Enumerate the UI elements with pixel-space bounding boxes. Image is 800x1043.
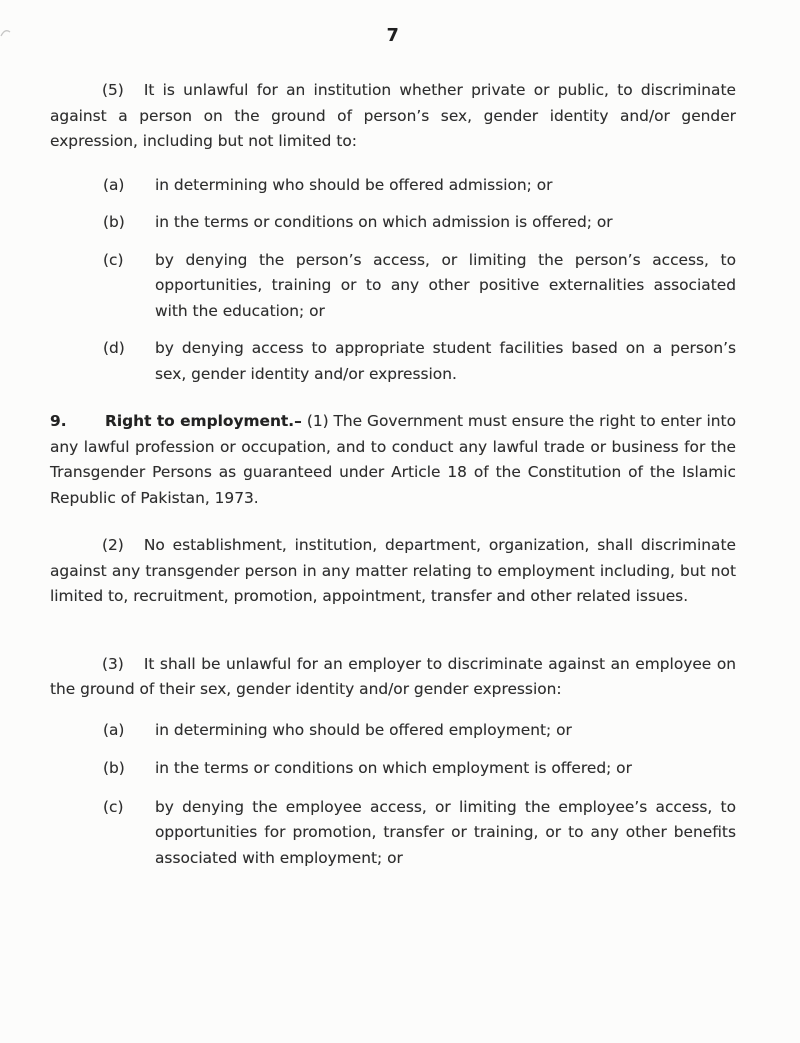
list-item-c-text: by denying the person’s access, or limiting the person’s access, to opportunities, training or to any other positive externalities associated with the education; or: [155, 250, 736, 320]
section-9-paragraph: [50, 409, 736, 511]
employment-item-b-label: (b): [103, 759, 125, 777]
list-item-d-label: (d): [103, 339, 125, 357]
clause-2-paragraph: [50, 533, 736, 610]
list-item-c: [50, 248, 736, 325]
page-number: 7: [386, 26, 400, 46]
clause-2-text: No establishment, institution, department, organization, shall discriminate against any transgender person in any matter relating to employment including, but not limited to, recruitment, promotion, appointment, transfer and other related issues.: [50, 536, 736, 605]
section-9-clause-1-text: (1) The Government must ensure the right to enter into any lawful profession or occupation, and to conduct any lawful trade or business for the Transgender Persons as guaranteed under Article 18 of the Constitution of the Islamic Republic of Pakistan, 1973.: [50, 412, 736, 507]
list-item-a: [50, 173, 736, 199]
employment-item-a-label: (a): [103, 720, 125, 739]
clause-5-text: It is unlawful for an institution whether private or public, to discriminate against a person on the ground of person’s sex, gender identity and/or gender expression, including but not limited to:: [50, 81, 736, 150]
list-item-d-text: by denying access to appropriate student facilities based on a person’s sex, gender identity and/or expression.: [155, 339, 736, 383]
scan-artifact-mark: [0, 26, 18, 42]
clause-3-text: It shall be unlawful for an employer to discriminate against an employee on the ground of their sex, gender identity and/or gender expression:: [50, 654, 736, 698]
employment-item-c: [50, 795, 736, 872]
list-item-a-label: (a): [103, 175, 125, 194]
clause-3-list: [50, 718, 736, 872]
list-item-c-label: (c): [103, 250, 124, 269]
section-9-heading: Right to employment.–: [105, 412, 302, 430]
employment-item-a: [50, 718, 736, 744]
clause-2-label: (2): [102, 536, 124, 554]
clause-5-label: (5): [102, 81, 124, 99]
list-item-b-label: (b): [103, 213, 125, 231]
clause-5-paragraph: [50, 78, 736, 155]
section-9-number: 9.: [50, 412, 67, 430]
clause-3-label: (3): [102, 654, 124, 673]
employment-item-a-text: in determining who should be offered employment; or: [155, 720, 572, 739]
employment-item-b-text: in the terms or conditions on which employment is offered; or: [155, 759, 632, 777]
clause-3-paragraph: [50, 652, 736, 703]
list-item-b: [50, 210, 736, 236]
employment-item-c-text: by denying the employee access, or limiting the employee’s access, to opportunities for promotion, transfer or training, or to any other benefits associated with employment; or: [155, 797, 736, 867]
employment-item-c-label: (c): [103, 797, 124, 816]
clause-5-list: [50, 173, 736, 388]
employment-item-b: [50, 756, 736, 782]
list-item-d: [50, 336, 736, 387]
list-item-b-text: in the terms or conditions on which admission is offered; or: [155, 213, 613, 231]
list-item-a-text: in determining who should be offered admission; or: [155, 175, 553, 194]
